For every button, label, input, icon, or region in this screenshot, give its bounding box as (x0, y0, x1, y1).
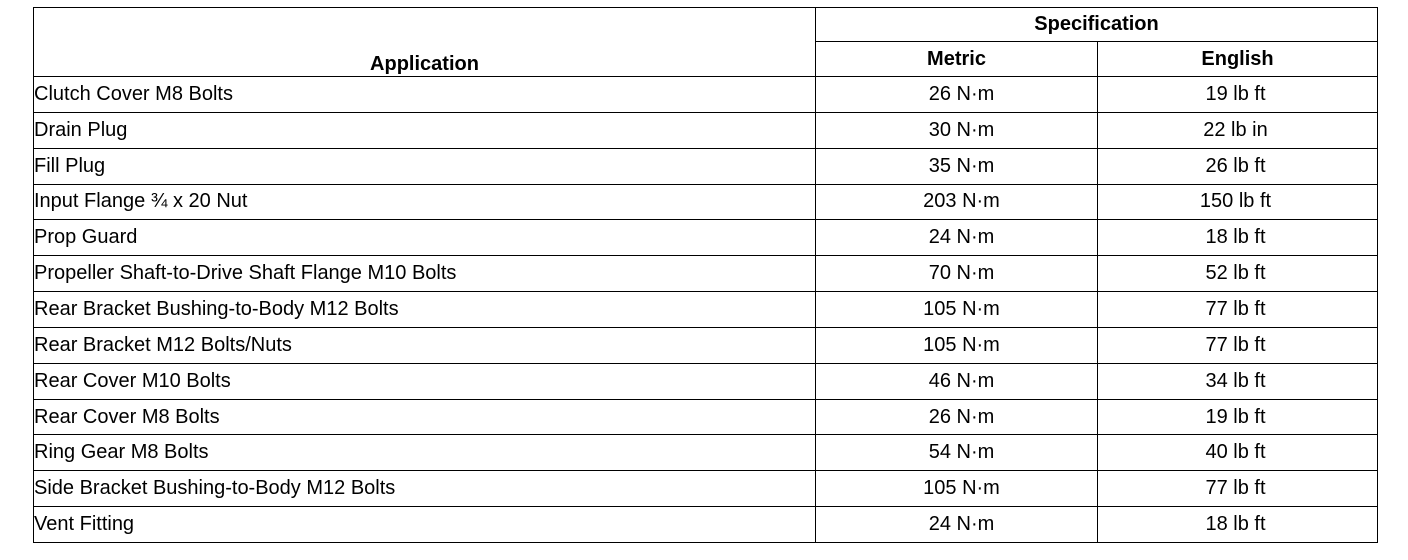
table-row (34, 77, 1378, 113)
metric-cell (816, 327, 1098, 363)
table-row (34, 471, 1378, 507)
english-value: 19 lb ft (1205, 405, 1266, 428)
application-cell: Ring Gear M8 Bolts (34, 435, 816, 471)
english-value: 150 lb ft (1199, 190, 1272, 213)
english-cell (1098, 112, 1378, 148)
english-cell (1098, 471, 1378, 507)
metric-value: 24 N·m (928, 513, 995, 536)
application-cell: Drain Plug (34, 112, 816, 148)
table-row (34, 399, 1378, 435)
table-row (34, 256, 1378, 292)
english-column-header: English (1098, 42, 1378, 77)
metric-cell (816, 148, 1098, 184)
english-value: 52 lb ft (1205, 262, 1266, 285)
metric-cell (816, 507, 1098, 543)
metric-value: 203 N·m (923, 190, 1000, 213)
english-value: 77 lb ft (1205, 477, 1266, 500)
english-cell (1098, 327, 1378, 363)
english-cell (1098, 77, 1378, 113)
metric-value: 105 N·m (923, 477, 1000, 500)
metric-cell (816, 292, 1098, 328)
metric-cell (816, 77, 1098, 113)
english-cell (1098, 507, 1378, 543)
metric-value: 105 N·m (923, 333, 1000, 356)
application-cell: Side Bracket Bushing-to-Body M12 Bolts (34, 471, 816, 507)
english-cell (1098, 184, 1378, 220)
application-cell: Rear Cover M8 Bolts (34, 399, 816, 435)
application-cell: Rear Bracket Bushing-to-Body M12 Bolts (34, 292, 816, 328)
english-value: 40 lb ft (1205, 441, 1266, 464)
english-value: 26 lb ft (1205, 154, 1266, 177)
english-cell (1098, 220, 1378, 256)
table-row (34, 507, 1378, 543)
english-cell (1098, 399, 1378, 435)
application-cell: Fill Plug (34, 148, 816, 184)
metric-value: 35 N·m (928, 154, 995, 177)
table-header (34, 8, 1378, 77)
metric-value: 26 N·m (928, 82, 995, 105)
metric-cell (816, 220, 1098, 256)
application-cell: Vent Fitting (34, 507, 816, 543)
english-value: 19 lb ft (1205, 82, 1266, 105)
table-row (34, 327, 1378, 363)
english-cell (1098, 292, 1378, 328)
metric-cell (816, 399, 1098, 435)
metric-value: 70 N·m (928, 262, 995, 285)
table-row (34, 184, 1378, 220)
application-cell: Clutch Cover M8 Bolts (34, 77, 816, 113)
torque-specification-table (33, 7, 1378, 543)
english-cell (1098, 435, 1378, 471)
application-cell: Rear Bracket M12 Bolts/Nuts (34, 327, 816, 363)
english-cell (1098, 363, 1378, 399)
english-value: 77 lb ft (1205, 297, 1266, 320)
application-column-header: Application (34, 8, 816, 77)
english-value: 22 lb in (1203, 118, 1268, 141)
metric-value: 30 N·m (928, 118, 995, 141)
table-row (34, 435, 1378, 471)
table-row (34, 112, 1378, 148)
application-cell: Prop Guard (34, 220, 816, 256)
metric-cell (816, 435, 1098, 471)
metric-cell (816, 471, 1098, 507)
metric-cell (816, 256, 1098, 292)
specification-column-group-header: Specification (816, 8, 1378, 42)
metric-value: 26 N·m (928, 405, 995, 428)
metric-cell (816, 184, 1098, 220)
english-value: 34 lb ft (1205, 369, 1266, 392)
metric-cell (816, 363, 1098, 399)
application-cell: Propeller Shaft-to-Drive Shaft Flange M10 Bolts (34, 256, 816, 292)
table-row (34, 292, 1378, 328)
application-cell: Rear Cover M10 Bolts (34, 363, 816, 399)
english-value: 18 lb ft (1205, 513, 1266, 536)
metric-value: 54 N·m (928, 441, 995, 464)
table-body (34, 77, 1378, 543)
english-cell (1098, 256, 1378, 292)
application-cell: Input Flange ¾ x 20 Nut (34, 184, 816, 220)
metric-value: 105 N·m (923, 297, 1000, 320)
table-row (34, 220, 1378, 256)
table-row (34, 363, 1378, 399)
english-value: 18 lb ft (1205, 226, 1266, 249)
metric-value: 24 N·m (928, 226, 995, 249)
table-row (34, 148, 1378, 184)
metric-cell (816, 112, 1098, 148)
english-value: 77 lb ft (1205, 333, 1266, 356)
header-row-top (34, 8, 1378, 42)
metric-column-header: Metric (816, 42, 1098, 77)
english-cell (1098, 148, 1378, 184)
metric-value: 46 N·m (928, 369, 995, 392)
